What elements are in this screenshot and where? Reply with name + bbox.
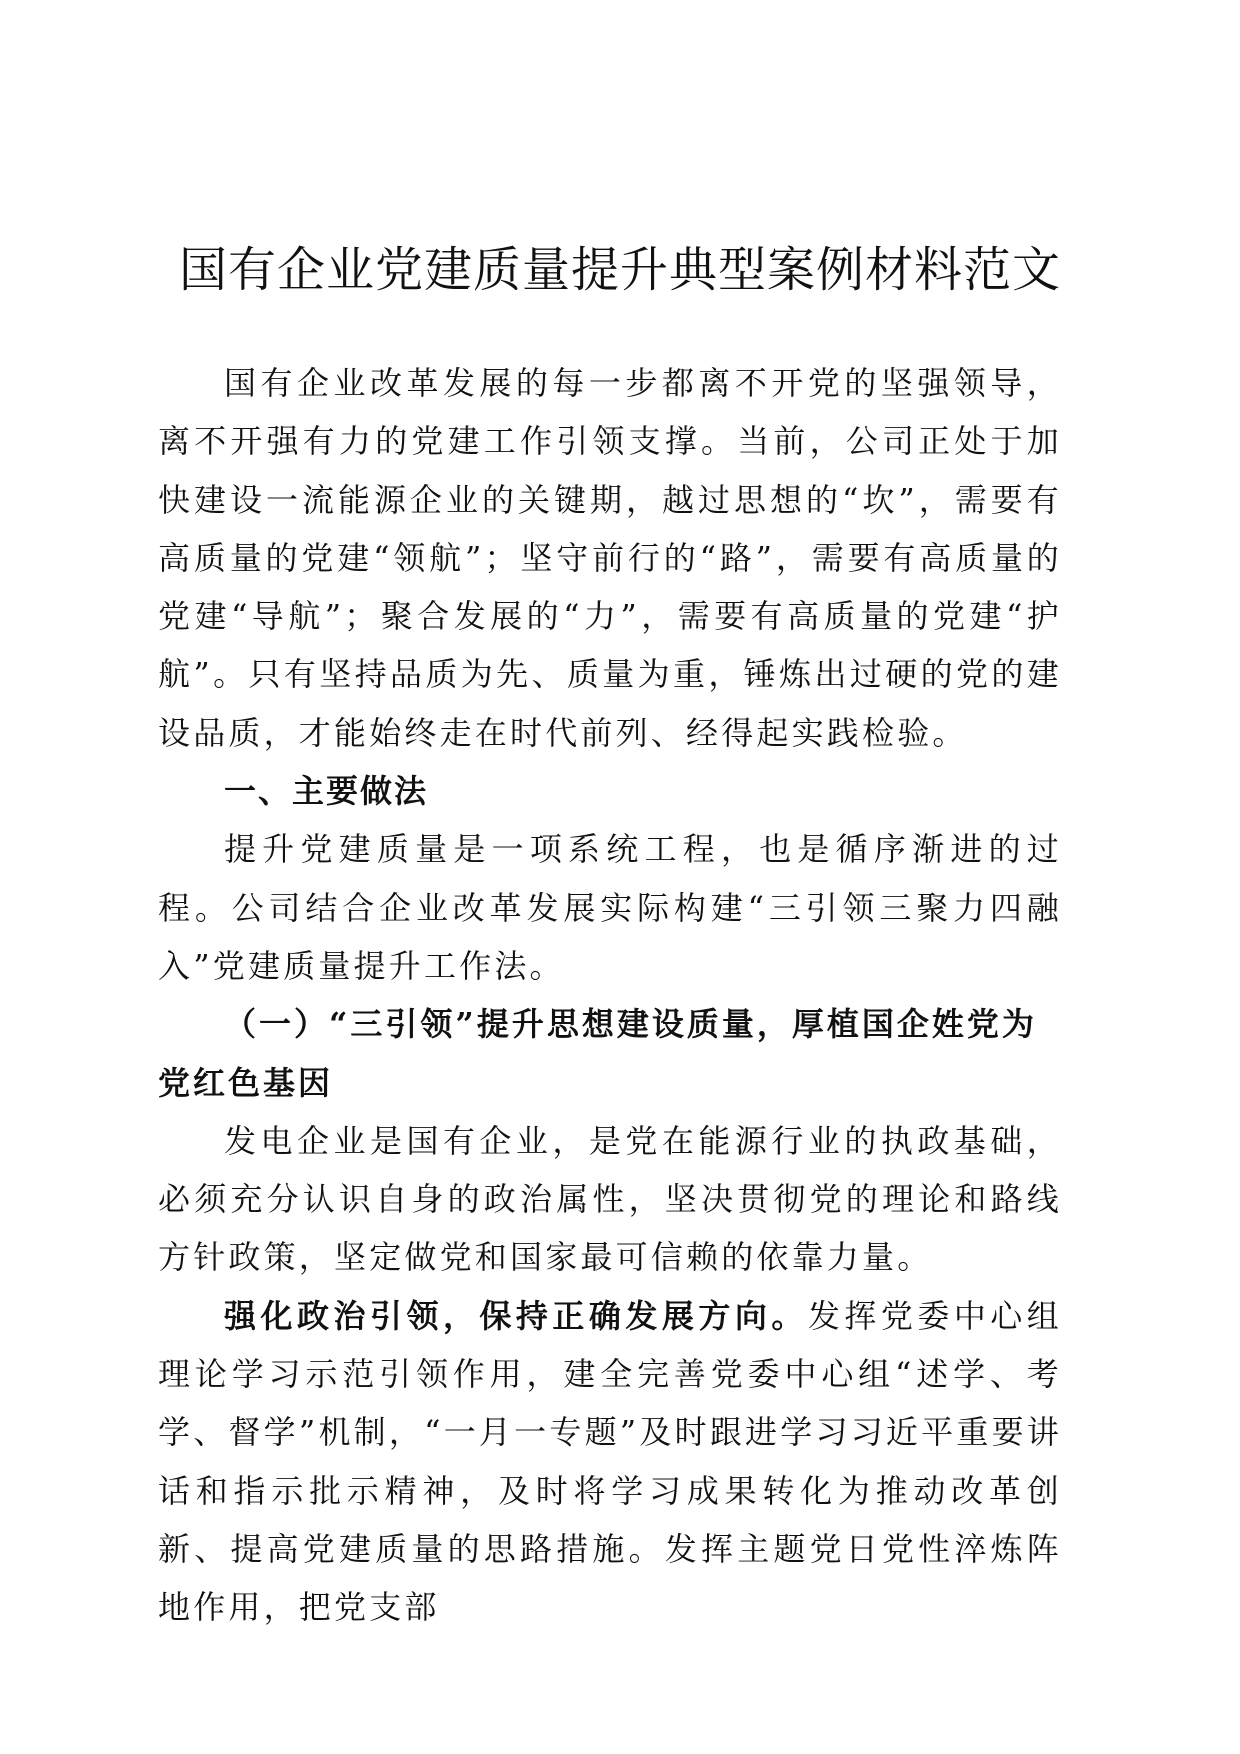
point-paragraph: [158, 1287, 1062, 1637]
point-lead-text: 强化政治引领，保持正确发展方向。: [224, 1296, 808, 1335]
section-paragraph: 提升党建质量是一项系统工程，也是循序渐进的过程。公司结合企业改革发展实际构建“三引领三聚力四融入”党建质量提升工作法。: [158, 830, 1062, 985]
section-heading-main-practices: 一、主要做法: [224, 772, 429, 811]
intro-paragraph: 国有企业改革发展的每一步都离不开党的坚强领导，离不开强有力的党建工作引领支撑。当前，公司正处于加快建设一流能源企业的关键期，越过思想的“坎”，需要有高质量的党建“领航”；坚守前行的“路”，需要有高质量的党建“导航”；聚合发展的“力”，需要有高质量的党建“护航”。只有坚持品质为先、质量为重，锤炼出过硬的党的建设品质，才能始终走在时代前列、经得起实践检验。: [158, 364, 1062, 752]
point-body-text: 发挥党委中心组理论学习示范引领作用，建全完善党委中心组“述学、考学、督学”机制，“一月一专题”及时跟进学习习近平重要讲话和指示批示精神，及时将学习成果转化为推动改革创新、提高党建质量的思路措施。发挥主题党日党性淬炼阵地作用，把党支部: [158, 1296, 1063, 1627]
document-body: [158, 354, 1062, 1637]
subsection-heading-three-leads: （一）“三引领”提升思想建设质量，厚植国企姓党为党红色基因: [158, 1005, 1037, 1102]
subsection-paragraph: 发电企业是国有企业，是党在能源行业的执政基础，必须充分认识自身的政治属性，坚决贯彻党的理论和路线方针政策，坚定做党和国家最可信赖的依靠力量。: [158, 1121, 1062, 1277]
document-title: 国有企业党建质量提升典型案例材料范文: [178, 242, 1061, 298]
